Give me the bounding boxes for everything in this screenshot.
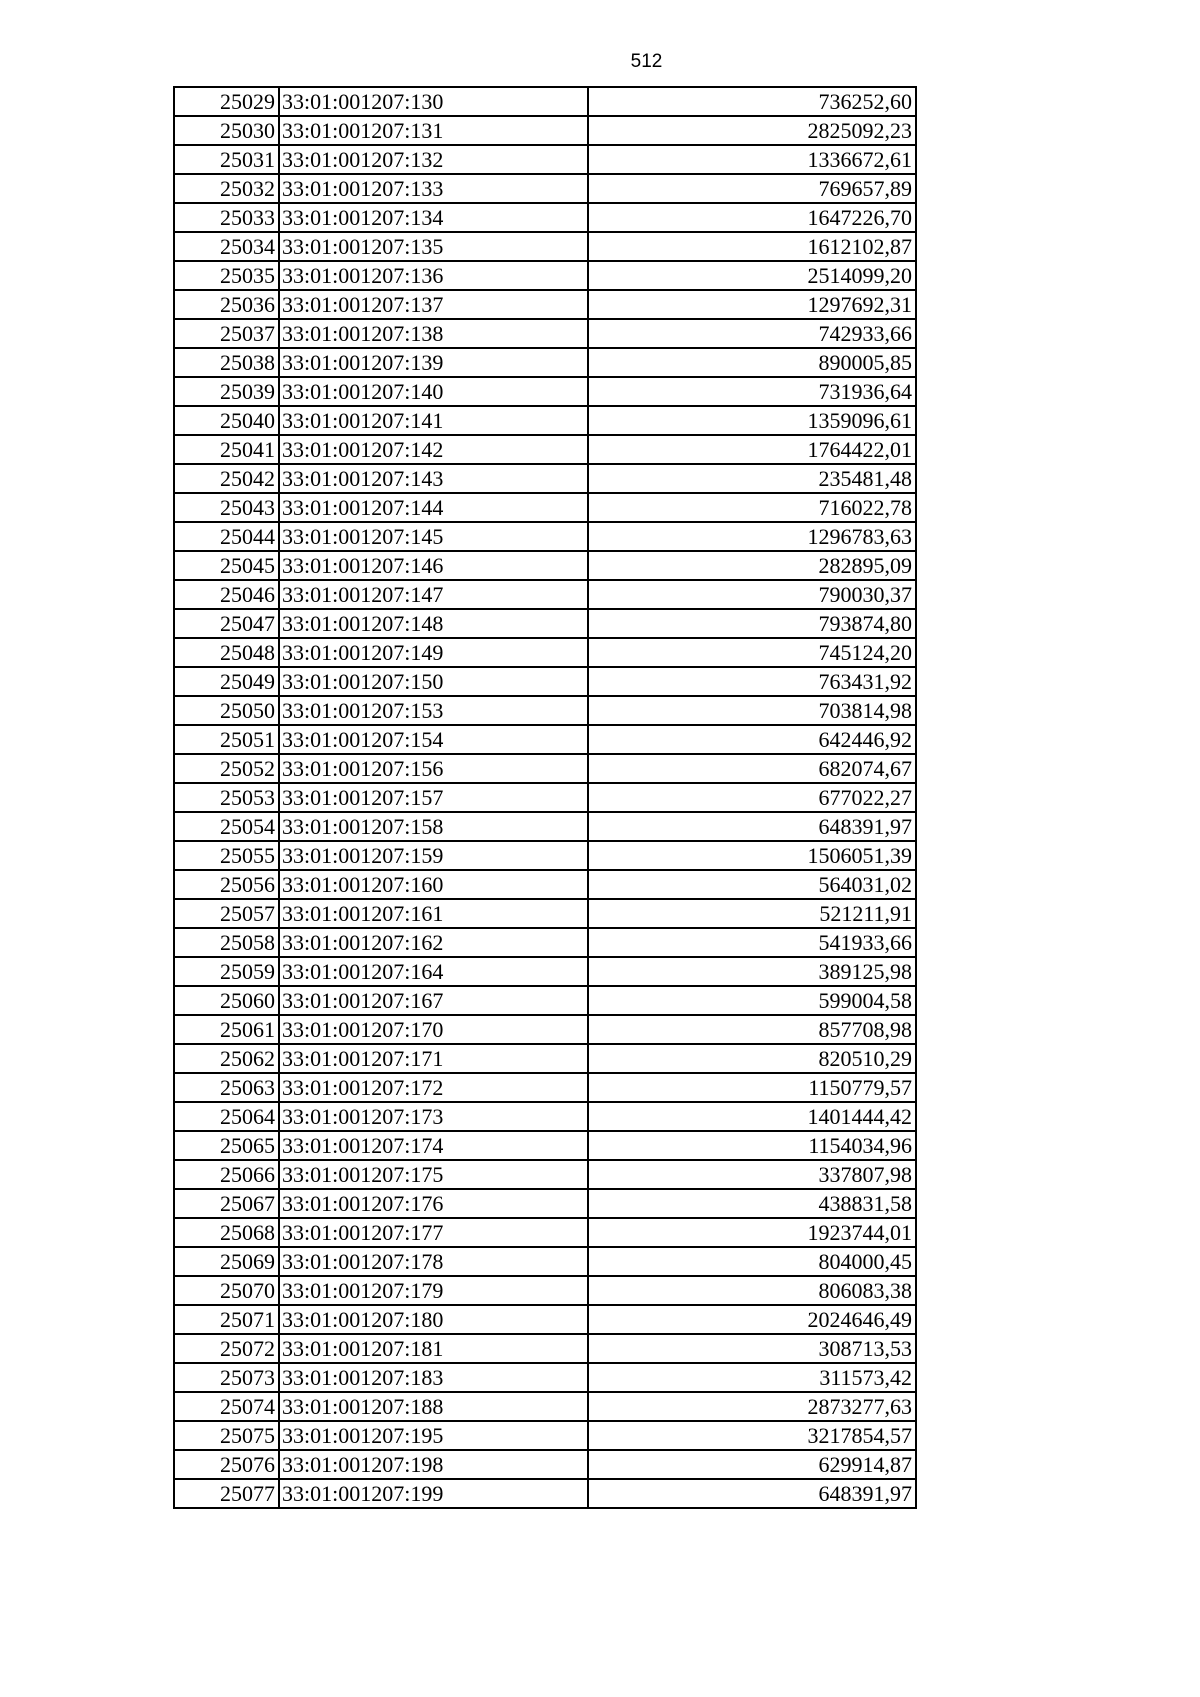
table-row [174,754,916,783]
cadastral-value-cell: 703814,98 [588,696,916,725]
cadastral-number-cell: 33:01:001207:175 [279,1160,588,1189]
row-number-cell: 25074 [174,1392,279,1421]
table-row [174,1421,916,1450]
cadastral-number-cell: 33:01:001207:164 [279,957,588,986]
cadastral-number-cell: 33:01:001207:181 [279,1334,588,1363]
table-row [174,1015,916,1044]
row-number-cell: 25055 [174,841,279,870]
table-row [174,609,916,638]
cadastral-value-cell: 731936,64 [588,377,916,406]
row-number-cell: 25060 [174,986,279,1015]
table-row [174,1334,916,1363]
table-row [174,1363,916,1392]
table-row [174,928,916,957]
row-number-cell: 25058 [174,928,279,957]
table-row [174,725,916,754]
cadastral-value-cell: 521211,91 [588,899,916,928]
row-number-cell: 25059 [174,957,279,986]
cadastral-value-cell: 793874,80 [588,609,916,638]
table-body [174,87,916,1508]
table-row [174,261,916,290]
cadastral-number-cell: 33:01:001207:138 [279,319,588,348]
cadastral-value-cell: 541933,66 [588,928,916,957]
cadastral-number-cell: 33:01:001207:146 [279,551,588,580]
table-row [174,1073,916,1102]
table-row [174,116,916,145]
cadastral-value-cell: 677022,27 [588,783,916,812]
cadastral-value-cell: 1923744,01 [588,1218,916,1247]
cadastral-number-cell: 33:01:001207:150 [279,667,588,696]
table-row [174,1305,916,1334]
cadastral-number-cell: 33:01:001207:179 [279,1276,588,1305]
cadastral-value-cell: 1336672,61 [588,145,916,174]
table-row [174,899,916,928]
cadastral-value-cell: 790030,37 [588,580,916,609]
cadastral-number-cell: 33:01:001207:183 [279,1363,588,1392]
row-number-cell: 25053 [174,783,279,812]
row-number-cell: 25040 [174,406,279,435]
cadastral-number-cell: 33:01:001207:135 [279,232,588,261]
row-number-cell: 25036 [174,290,279,319]
cadastral-number-cell: 33:01:001207:130 [279,87,588,116]
table-row [174,1276,916,1305]
cadastral-value-cell: 736252,60 [588,87,916,116]
cadastral-number-cell: 33:01:001207:199 [279,1479,588,1508]
table-row [174,1189,916,1218]
row-number-cell: 25068 [174,1218,279,1247]
cadastral-value-cell: 564031,02 [588,870,916,899]
cadastral-value-cell: 282895,09 [588,551,916,580]
cadastral-number-cell: 33:01:001207:177 [279,1218,588,1247]
cadastral-value-cell: 648391,97 [588,812,916,841]
table-row [174,870,916,899]
row-number-cell: 25031 [174,145,279,174]
table-row [174,1160,916,1189]
row-number-cell: 25066 [174,1160,279,1189]
table-row [174,87,916,116]
cadastral-value-cell: 1154034,96 [588,1131,916,1160]
row-number-cell: 25034 [174,232,279,261]
cadastral-value-cell: 820510,29 [588,1044,916,1073]
table-row [174,435,916,464]
cadastral-number-cell: 33:01:001207:140 [279,377,588,406]
row-number-cell: 25062 [174,1044,279,1073]
cadastral-number-cell: 33:01:001207:171 [279,1044,588,1073]
row-number-cell: 25030 [174,116,279,145]
cadastral-number-cell: 33:01:001207:162 [279,928,588,957]
cadastral-number-cell: 33:01:001207:136 [279,261,588,290]
cadastral-value-cell: 1359096,61 [588,406,916,435]
cadastral-number-cell: 33:01:001207:178 [279,1247,588,1276]
cadastral-value-cell: 2873277,63 [588,1392,916,1421]
cadastral-number-cell: 33:01:001207:158 [279,812,588,841]
table-row [174,406,916,435]
table-row [174,783,916,812]
cadastral-value-cell: 806083,38 [588,1276,916,1305]
cadastral-value-cell: 642446,92 [588,725,916,754]
cadastral-value-cell: 769657,89 [588,174,916,203]
row-number-cell: 25049 [174,667,279,696]
table-row [174,841,916,870]
row-number-cell: 25064 [174,1102,279,1131]
cadastral-value-table [173,86,917,1509]
cadastral-value-cell: 337807,98 [588,1160,916,1189]
cadastral-number-cell: 33:01:001207:160 [279,870,588,899]
row-number-cell: 25072 [174,1334,279,1363]
table-row [174,638,916,667]
table-row [174,493,916,522]
table-row [174,377,916,406]
row-number-cell: 25075 [174,1421,279,1450]
cadastral-value-cell: 235481,48 [588,464,916,493]
cadastral-number-cell: 33:01:001207:195 [279,1421,588,1450]
table-row [174,1044,916,1073]
row-number-cell: 25057 [174,899,279,928]
cadastral-number-cell: 33:01:001207:153 [279,696,588,725]
row-number-cell: 25070 [174,1276,279,1305]
cadastral-value-cell: 629914,87 [588,1450,916,1479]
table-row [174,203,916,232]
cadastral-number-cell: 33:01:001207:147 [279,580,588,609]
cadastral-number-cell: 33:01:001207:167 [279,986,588,1015]
cadastral-number-cell: 33:01:001207:142 [279,435,588,464]
table-row [174,464,916,493]
cadastral-number-cell: 33:01:001207:154 [279,725,588,754]
cadastral-number-cell: 33:01:001207:173 [279,1102,588,1131]
cadastral-value-cell: 804000,45 [588,1247,916,1276]
cadastral-number-cell: 33:01:001207:180 [279,1305,588,1334]
table-row [174,551,916,580]
table-row [174,986,916,1015]
table-row [174,319,916,348]
row-number-cell: 25035 [174,261,279,290]
cadastral-value-cell: 763431,92 [588,667,916,696]
cadastral-value-cell: 2825092,23 [588,116,916,145]
cadastral-value-cell: 1506051,39 [588,841,916,870]
cadastral-number-cell: 33:01:001207:139 [279,348,588,377]
cadastral-number-cell: 33:01:001207:172 [279,1073,588,1102]
cadastral-number-cell: 33:01:001207:176 [279,1189,588,1218]
cadastral-number-cell: 33:01:001207:148 [279,609,588,638]
row-number-cell: 25073 [174,1363,279,1392]
cadastral-number-cell: 33:01:001207:141 [279,406,588,435]
cadastral-number-cell: 33:01:001207:159 [279,841,588,870]
cadastral-number-cell: 33:01:001207:144 [279,493,588,522]
row-number-cell: 25042 [174,464,279,493]
row-number-cell: 25037 [174,319,279,348]
page-number: 512 [630,51,663,72]
row-number-cell: 25051 [174,725,279,754]
cadastral-number-cell: 33:01:001207:198 [279,1450,588,1479]
cadastral-value-cell: 648391,97 [588,1479,916,1508]
table-row [174,580,916,609]
cadastral-value-cell: 2024646,49 [588,1305,916,1334]
table-row [174,667,916,696]
table-row [174,1131,916,1160]
cadastral-value-cell: 389125,98 [588,957,916,986]
cadastral-number-cell: 33:01:001207:188 [279,1392,588,1421]
cadastral-value-cell: 857708,98 [588,1015,916,1044]
cadastral-value-cell: 438831,58 [588,1189,916,1218]
cadastral-number-cell: 33:01:001207:133 [279,174,588,203]
table-row [174,522,916,551]
row-number-cell: 25050 [174,696,279,725]
row-number-cell: 25029 [174,87,279,116]
cadastral-value-cell: 1150779,57 [588,1073,916,1102]
table-row [174,812,916,841]
table-row [174,1102,916,1131]
table-row [174,1247,916,1276]
table-row [174,290,916,319]
table-row [174,145,916,174]
cadastral-number-cell: 33:01:001207:174 [279,1131,588,1160]
cadastral-value-cell: 742933,66 [588,319,916,348]
cadastral-number-cell: 33:01:001207:131 [279,116,588,145]
cadastral-value-cell: 311573,42 [588,1363,916,1392]
cadastral-number-cell: 33:01:001207:134 [279,203,588,232]
row-number-cell: 25052 [174,754,279,783]
row-number-cell: 25048 [174,638,279,667]
row-number-cell: 25063 [174,1073,279,1102]
cadastral-number-cell: 33:01:001207:170 [279,1015,588,1044]
table-row [174,1392,916,1421]
table-row [174,957,916,986]
table-row [174,696,916,725]
table-row [174,1218,916,1247]
cadastral-number-cell: 33:01:001207:161 [279,899,588,928]
table-row [174,1450,916,1479]
row-number-cell: 25045 [174,551,279,580]
cadastral-value-cell: 716022,78 [588,493,916,522]
cadastral-value-cell: 3217854,57 [588,1421,916,1450]
cadastral-number-cell: 33:01:001207:143 [279,464,588,493]
row-number-cell: 25071 [174,1305,279,1334]
cadastral-number-cell: 33:01:001207:149 [279,638,588,667]
row-number-cell: 25041 [174,435,279,464]
cadastral-number-cell: 33:01:001207:157 [279,783,588,812]
row-number-cell: 25056 [174,870,279,899]
cadastral-value-cell: 2514099,20 [588,261,916,290]
cadastral-value-cell: 1297692,31 [588,290,916,319]
cadastral-value-cell: 599004,58 [588,986,916,1015]
table-row [174,348,916,377]
cadastral-value-cell: 1612102,87 [588,232,916,261]
row-number-cell: 25076 [174,1450,279,1479]
cadastral-number-cell: 33:01:001207:145 [279,522,588,551]
cadastral-number-cell: 33:01:001207:156 [279,754,588,783]
table-row [174,174,916,203]
row-number-cell: 25047 [174,609,279,638]
cadastral-number-cell: 33:01:001207:137 [279,290,588,319]
row-number-cell: 25065 [174,1131,279,1160]
row-number-cell: 25067 [174,1189,279,1218]
cadastral-value-cell: 890005,85 [588,348,916,377]
row-number-cell: 25054 [174,812,279,841]
table-row [174,232,916,261]
cadastral-number-cell: 33:01:001207:132 [279,145,588,174]
row-number-cell: 25033 [174,203,279,232]
cadastral-value-cell: 1296783,63 [588,522,916,551]
cadastral-value-cell: 682074,67 [588,754,916,783]
cadastral-value-cell: 1647226,70 [588,203,916,232]
table-row [174,1479,916,1508]
row-number-cell: 25061 [174,1015,279,1044]
row-number-cell: 25077 [174,1479,279,1508]
row-number-cell: 25038 [174,348,279,377]
row-number-cell: 25044 [174,522,279,551]
row-number-cell: 25032 [174,174,279,203]
cadastral-value-cell: 745124,20 [588,638,916,667]
row-number-cell: 25039 [174,377,279,406]
row-number-cell: 25043 [174,493,279,522]
cadastral-value-cell: 1401444,42 [588,1102,916,1131]
row-number-cell: 25069 [174,1247,279,1276]
cadastral-value-cell: 308713,53 [588,1334,916,1363]
row-number-cell: 25046 [174,580,279,609]
cadastral-value-cell: 1764422,01 [588,435,916,464]
